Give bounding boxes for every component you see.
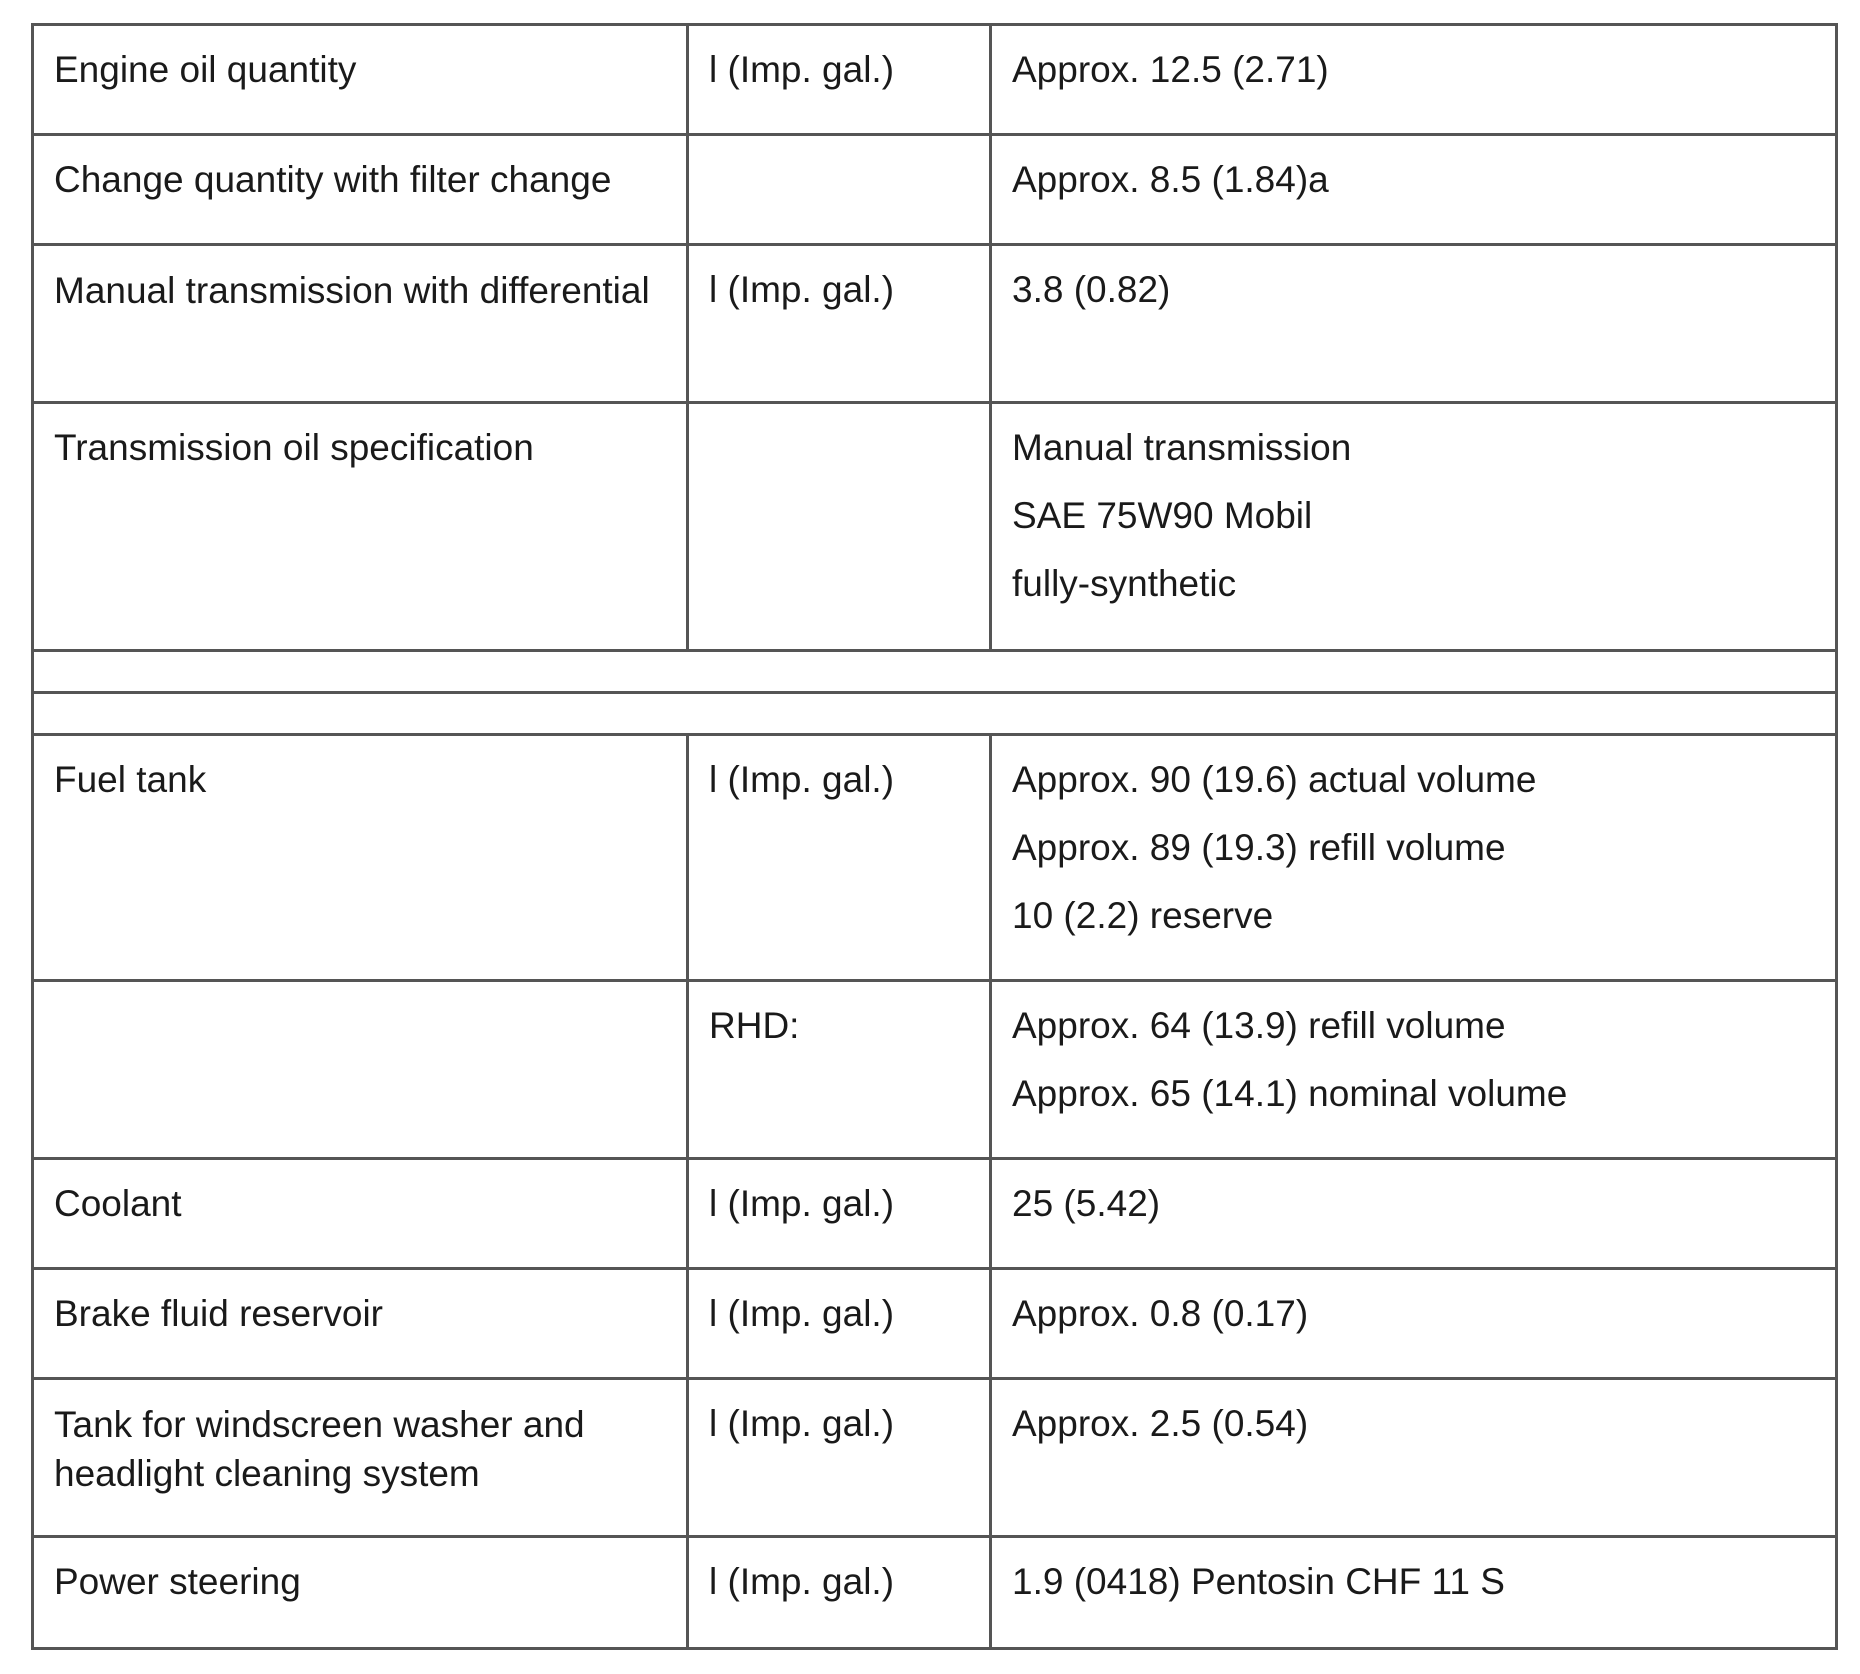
row-unit [688, 403, 991, 651]
row-label [33, 1269, 688, 1379]
row-label-text: Coolant [54, 1183, 182, 1224]
row-value [991, 135, 1837, 245]
row-unit [688, 25, 991, 135]
row-unit [688, 1159, 991, 1269]
row-value [991, 245, 1837, 403]
row-value [991, 1159, 1837, 1269]
row-unit [688, 245, 991, 403]
row-value-text: Approx. 65 (14.1) nominal volume [1012, 1073, 1568, 1114]
row-value-text: 1.9 (0418) Pentosin CHF 11 S [1012, 1561, 1505, 1602]
row-value [991, 403, 1837, 651]
row-label [33, 1537, 688, 1649]
row-unit-text: RHD: [709, 1005, 800, 1046]
row-value-text: fully-synthetic [1012, 563, 1237, 604]
table-row [33, 981, 1837, 1159]
row-label [33, 245, 688, 403]
table-row [33, 25, 1837, 135]
row-label [33, 1159, 688, 1269]
table-row [33, 1379, 1837, 1537]
table-row [33, 403, 1837, 651]
row-label-text: Power steering [54, 1561, 301, 1602]
row-unit [688, 135, 991, 245]
table-row [33, 135, 1837, 245]
row-label-text: Manual transmission with differential [54, 270, 650, 311]
row-unit-text: l (Imp. gal.) [709, 759, 895, 800]
row-label-text: Change quantity with filter change [54, 159, 612, 200]
row-unit-text: l (Imp. gal.) [709, 1403, 895, 1444]
row-unit-text: l (Imp. gal.) [709, 1561, 895, 1602]
row-value-text: 10 (2.2) reserve [1012, 895, 1274, 936]
row-value [991, 25, 1837, 135]
row-unit [688, 1379, 991, 1537]
row-value-text: Approx. 12.5 (2.71) [1012, 49, 1329, 90]
table-row [33, 1159, 1837, 1269]
row-unit [688, 981, 991, 1159]
row-value [991, 1379, 1837, 1537]
table-row [33, 1537, 1837, 1649]
capacities-table [31, 23, 1838, 1650]
row-unit-text: l (Imp. gal.) [709, 269, 895, 310]
empty-row [33, 651, 1837, 693]
table-row [33, 1269, 1837, 1379]
row-label-text: Transmission oil specification [54, 427, 534, 468]
row-label [33, 981, 688, 1159]
row-value-text: Approx. 0.8 (0.17) [1012, 1293, 1309, 1334]
row-unit-text: l (Imp. gal.) [709, 1183, 895, 1224]
row-label [33, 403, 688, 651]
row-label-text: Fuel tank [54, 759, 207, 800]
row-value [991, 1537, 1837, 1649]
row-value-text: 3.8 (0.82) [1012, 269, 1171, 310]
row-label [33, 735, 688, 981]
row-unit-text: l (Imp. gal.) [709, 49, 895, 90]
row-value-text: SAE 75W90 Mobil [1012, 495, 1313, 536]
row-unit [688, 1537, 991, 1649]
row-value-text: Approx. 90 (19.6) actual volume [1012, 759, 1537, 800]
row-label [33, 25, 688, 135]
row-unit [688, 1269, 991, 1379]
row-unit-text: l (Imp. gal.) [709, 1293, 895, 1334]
row-value-text: 25 (5.42) [1012, 1183, 1161, 1224]
row-value [991, 735, 1837, 981]
row-label [33, 135, 688, 245]
row-value-text: Manual transmission [1012, 427, 1352, 468]
row-label-text: Engine oil quantity [54, 49, 357, 90]
row-value [991, 1269, 1837, 1379]
row-value-text: Approx. 2.5 (0.54) [1012, 1403, 1309, 1444]
row-unit [688, 735, 991, 981]
empty-cell [33, 693, 1837, 735]
row-value-text: Approx. 89 (19.3) refill volume [1012, 827, 1506, 868]
row-label-text: Tank for windscreen washer and headlight cleaning system [54, 1404, 585, 1494]
row-label [33, 1379, 688, 1537]
table-row [33, 245, 1837, 403]
row-value-text: Approx. 64 (13.9) refill volume [1012, 1005, 1506, 1046]
empty-cell [33, 651, 1837, 693]
table-row [33, 735, 1837, 981]
row-label-text: Brake fluid reservoir [54, 1293, 384, 1334]
row-value-text: Approx. 8.5 (1.84)a [1012, 159, 1329, 200]
empty-row [33, 693, 1837, 735]
row-value [991, 981, 1837, 1159]
